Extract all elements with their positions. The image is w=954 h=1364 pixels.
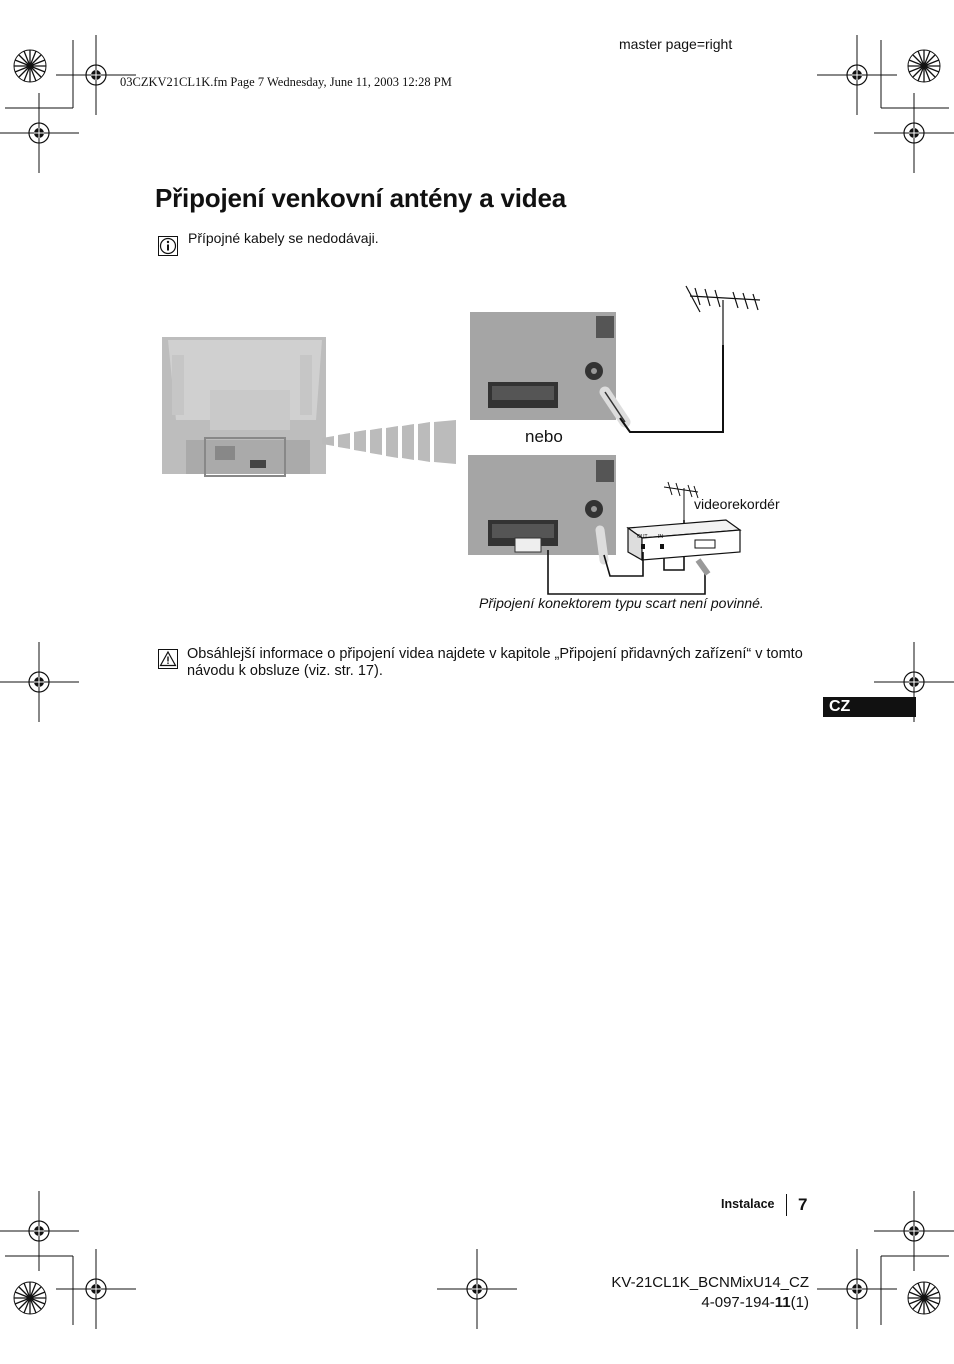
registration-mark-icon	[0, 1191, 79, 1271]
registration-mark-icon	[908, 1282, 940, 1314]
antenna-icon	[664, 482, 698, 520]
part-number: 4-097-194-11(1)	[701, 1294, 809, 1311]
footer-divider	[786, 1194, 787, 1216]
registration-mark-icon	[14, 50, 46, 82]
vcr-out-label: OUT	[637, 534, 648, 540]
page-title: Připojení venkovní antény a videa	[155, 183, 566, 213]
or-label: nebo	[525, 427, 563, 446]
registration-mark-icon	[56, 1249, 136, 1329]
language-tab: CZ	[823, 697, 916, 717]
info-note: Přípojné kabely se nedodávaji.	[188, 230, 379, 246]
registration-mark-icon	[437, 1249, 517, 1329]
file-info: 03CZKV21CL1K.fm Page 7 Wednesday, June 11, 2003 12:28 PM	[120, 75, 452, 89]
registration-mark-icon	[874, 1191, 954, 1271]
tv-panel-bottom	[468, 455, 616, 560]
registration-mark-icon	[0, 642, 79, 722]
warning-note: Obsáhlejší informace o připojení videa najdete v kapitole „Připojení přidavných zařízení“ v tomto návodu k obsluze (viz. str. 17).	[187, 646, 803, 679]
registration-mark-icon	[874, 93, 954, 173]
zoom-indicator	[322, 420, 456, 464]
model-code: KV-21CL1K_BCNMixU14_CZ	[611, 1274, 809, 1291]
vcr-in-label: IN	[658, 534, 663, 540]
section-name: Instalace	[721, 1197, 775, 1211]
diagram-caption: Připojení konektorem typu scart není povinné.	[479, 595, 764, 611]
tv-rear-illustration	[162, 337, 326, 476]
registration-mark-icon	[817, 35, 897, 115]
antenna-icon	[686, 286, 760, 345]
registration-mark-icon	[817, 1249, 897, 1329]
info-icon	[158, 236, 178, 256]
page-number: 7	[798, 1195, 808, 1214]
master-page-label: master page=right	[619, 36, 733, 52]
connection-diagram	[150, 280, 810, 620]
vcr-illustration	[628, 520, 740, 560]
registration-mark-icon	[0, 93, 79, 173]
registration-mark-icon	[908, 50, 940, 82]
vcr-label: videorekordér	[694, 496, 780, 512]
registration-mark-icon	[14, 1282, 46, 1314]
warning-icon	[158, 649, 178, 669]
tv-panel-top	[470, 312, 625, 422]
